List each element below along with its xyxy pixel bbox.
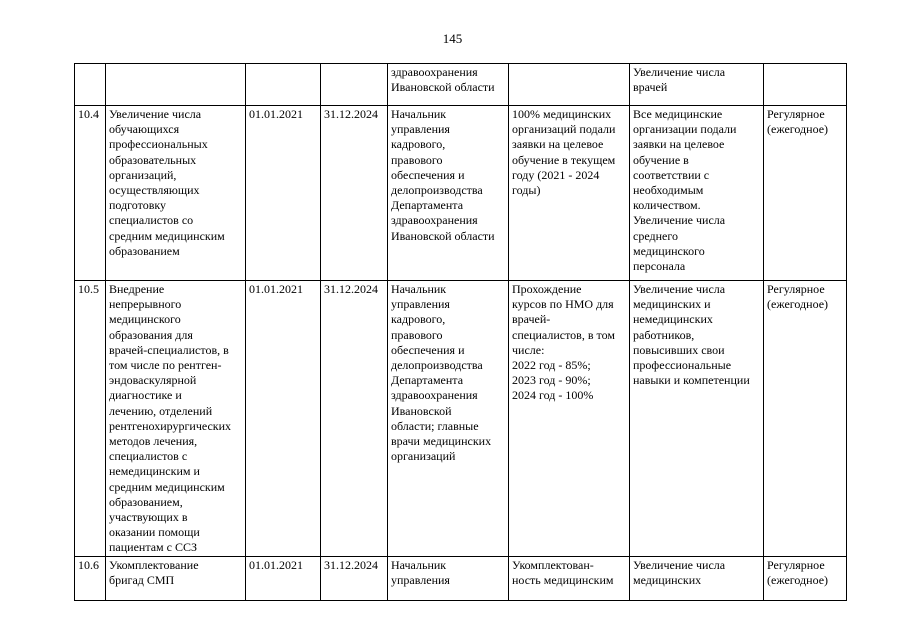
cell-result: Все медицинские организации подали заявки на целевое обучение в соответствии с необходимым количеством. Увеличение числа среднего медицинского персонала <box>630 106 764 281</box>
cell-name <box>106 64 246 106</box>
cell-name: Внедрение непрерывного медицинского образования для врачей-специалистов, в том числе по рентген- эндоваскулярной диагностике и лечению, отделений рентгенохирургических методов лечения, специалистов с немедицинским и средним медицинским образованием, участвующих в оказании помощи пациентам с ССЗ <box>106 281 246 557</box>
table-row <box>75 106 847 281</box>
table-row-continuation <box>75 64 847 106</box>
cell-end: 31.12.2024 <box>321 106 388 281</box>
table-row <box>75 556 847 600</box>
cell-start: 01.01.2021 <box>246 106 321 281</box>
cell-end: 31.12.2024 <box>321 556 388 600</box>
cell-responsible: Начальник управления кадрового, правового обеспечения и делопроизводства Департамента здравоохранения Ивановской области <box>388 106 509 281</box>
cell-responsible: Начальник управления <box>388 556 509 600</box>
cell-num <box>75 64 106 106</box>
cell-end: 31.12.2024 <box>321 281 388 557</box>
table-row <box>75 281 847 557</box>
cell-start <box>246 64 321 106</box>
cell-frequency: Регулярное (ежегодное) <box>764 281 847 557</box>
cell-indicator: 100% медицинских организаций подали заявки на целевое обучение в текущем году (2021 - 2024 годы) <box>509 106 630 281</box>
cell-end <box>321 64 388 106</box>
cell-start: 01.01.2021 <box>246 281 321 557</box>
cell-frequency <box>764 64 847 106</box>
cell-result: Увеличение числа медицинских и немедицинских работников, повысивших свои профессиональные навыки и компетенции <box>630 281 764 557</box>
cell-num: 10.6 <box>75 556 106 600</box>
cell-num: 10.5 <box>75 281 106 557</box>
page-number: 145 <box>442 31 463 46</box>
cell-result: Увеличение числа медицинских <box>630 556 764 600</box>
cell-name: Укомплектование бригад СМП <box>106 556 246 600</box>
cell-frequency: Регулярное (ежегодное) <box>764 106 847 281</box>
cell-frequency: Регулярное (ежегодное) <box>764 556 847 600</box>
cell-start: 01.01.2021 <box>246 556 321 600</box>
cell-indicator <box>509 64 630 106</box>
measures-table <box>74 63 847 601</box>
cell-name: Увеличение числа обучающихся профессиональных образовательных организаций, осуществляющих подготовку специалистов со средним медицинским образованием <box>106 106 246 281</box>
cell-responsible: Начальник управления кадрового, правового обеспечения и делопроизводства Департамента здравоохранения Ивановской области; главные врачи медицинских организаций <box>388 281 509 557</box>
cell-result: Увеличение числа врачей <box>630 64 764 106</box>
cell-responsible: здравоохранения Ивановской области <box>388 64 509 106</box>
cell-num: 10.4 <box>75 106 106 281</box>
cell-indicator: Укомплектован- ность медицинским <box>509 556 630 600</box>
cell-indicator: Прохождение курсов по НМО для врачей- специалистов, в том числе: 2022 год - 85%; 2023 год - 90%; 2024 год - 100% <box>509 281 630 557</box>
